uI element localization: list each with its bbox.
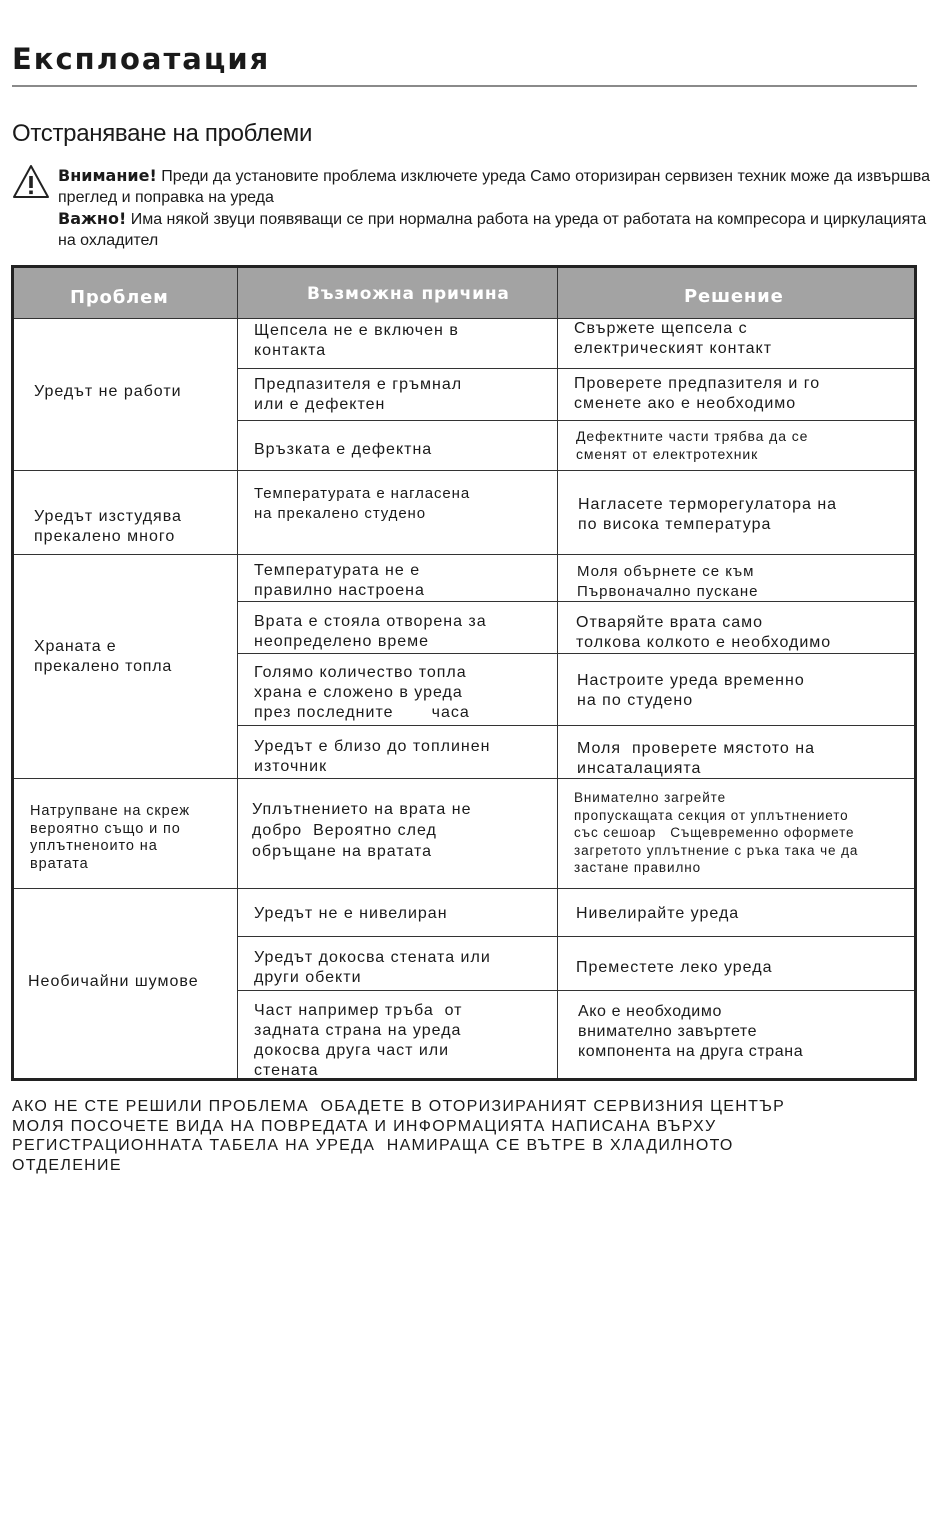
- solution-cell: Настроите уреда временно на по студено: [577, 672, 805, 709]
- group-divider: [14, 554, 914, 555]
- cause-cell: Уредът докосва стената или други обекти: [254, 949, 491, 986]
- cause-cell: Предпазителя е гръмнал или е дефектен: [254, 376, 463, 413]
- cause-cell: Голямо количество топла храна е сложено в уреда през последните часа: [254, 664, 470, 721]
- cause-cell: Температурата е нагласена на прекалено студено: [254, 485, 471, 522]
- problem-cell: Храната е прекалено топла: [34, 638, 173, 675]
- group-divider: [14, 888, 914, 889]
- cause-cell: Уредът е близо до топлинен източник: [254, 738, 491, 775]
- important-text: Има някой звуци появяващи се при нормална работа на уреда от работата на компресора и циркулацията на охладител: [58, 211, 927, 249]
- cause-cell: Уплътнението на врата не добро Вероятно след обръщане на вратата: [252, 801, 472, 860]
- column-divider: [557, 268, 558, 1078]
- warning-label: Внимание!: [58, 166, 157, 185]
- solution-cell: Внимателно загрейте пропускащата секция от уплътнението със сешоар Същевременно оформете загретото уплътнение с ръка така че да застане правилно: [574, 790, 859, 875]
- group-divider: [14, 470, 914, 471]
- cause-cell: Щепсела не е включен в контакта: [254, 322, 459, 359]
- row-divider: [238, 368, 914, 369]
- solution-cell: Отваряйте врата само толкова колкото е необходимо: [576, 614, 832, 651]
- footer-note: АКО НЕ СТЕ РЕШИЛИ ПРОБЛЕМА ОБАДЕТЕ В ОТОРИЗИРАНИЯТ СЕРВИЗНИЯ ЦЕНТЪР МОЛЯ ПОСОЧЕТЕ ВИДА НА ПОВРЕДАТА И ИНФОРМАЦИЯТА НАПИСАНА ВЪРХУ РЕГИСТРАЦИОННАТА ТАБЕЛА НА УРЕДА НАМИРАЩА СЕ ВЪТРЕ В ХЛАДИЛНОТО ОТДЕЛЕНИЕ: [12, 1098, 786, 1174]
- header-cause-label: Възможна причина: [307, 284, 510, 304]
- row-divider: [238, 990, 914, 991]
- row-divider: [238, 936, 914, 937]
- header-divider: [14, 318, 914, 319]
- warning-triangle-icon: [12, 164, 50, 200]
- notice-block: [58, 165, 943, 251]
- solution-cell: Нивелирайте уреда: [576, 905, 740, 922]
- solution-cell: Моля обърнете се към Първоначално пускане: [577, 563, 759, 600]
- row-divider: [238, 601, 914, 602]
- header-solution: [558, 268, 914, 319]
- problem-cell: Натрупване на скреж вероятно също и по уплътненоито на вратата: [30, 803, 191, 872]
- problem-cell: Необичайни шумове: [28, 973, 199, 990]
- page-title: Експлоатация: [12, 42, 271, 76]
- header-cause: [238, 268, 557, 319]
- solution-cell: Преместете леко уреда: [576, 959, 773, 976]
- cause-cell: Връзката е дефектна: [254, 441, 433, 458]
- title-divider: [12, 85, 917, 87]
- important-notice: [58, 208, 943, 251]
- header-problem-label: Проблем: [70, 287, 169, 308]
- solution-cell: Ако е необходимо внимателно завъртете компонента на друга страна: [578, 1003, 804, 1060]
- solution-cell: Проверете предпазителя и го сменете ако е необходимо: [574, 375, 821, 412]
- problem-cell: Уредът не работи: [34, 383, 182, 400]
- solution-cell: Нагласете терморегулатора на по висока температура: [578, 496, 838, 533]
- problem-cell: Уредът изстудява прекалено много: [34, 508, 182, 545]
- header-problem: [14, 268, 237, 319]
- row-divider: [238, 653, 914, 654]
- row-divider: [238, 420, 914, 421]
- troubleshooting-table: [11, 265, 917, 1081]
- column-divider: [237, 268, 238, 1078]
- cause-cell: Врата е стояла отворена за неопределено време: [254, 613, 487, 650]
- row-divider: [238, 725, 914, 726]
- header-solution-label: Решение: [684, 286, 784, 307]
- solution-cell: Свържете щепсела с електрическият контакт: [574, 320, 773, 357]
- cause-cell: Уредът не е нивелиран: [254, 905, 448, 922]
- section-title: Отстраняване на проблеми: [12, 120, 313, 147]
- important-label: Важно!: [58, 209, 127, 228]
- solution-cell: Моля проверете мястото на инсаталацията: [577, 740, 815, 777]
- warning-notice: [58, 165, 943, 208]
- cause-cell: Температурата не е правилно настроена: [254, 562, 425, 599]
- cause-cell: Част например тръба от задната страна на уреда докосва друга част или стената: [254, 1002, 463, 1079]
- warning-text: Преди да установите проблема изключете уреда Само оторизиран сервизен техник може да извършва преглед и поправка на уреда: [58, 168, 931, 206]
- solution-cell: Дефектните части трябва да се сменят от електротехник: [576, 428, 809, 462]
